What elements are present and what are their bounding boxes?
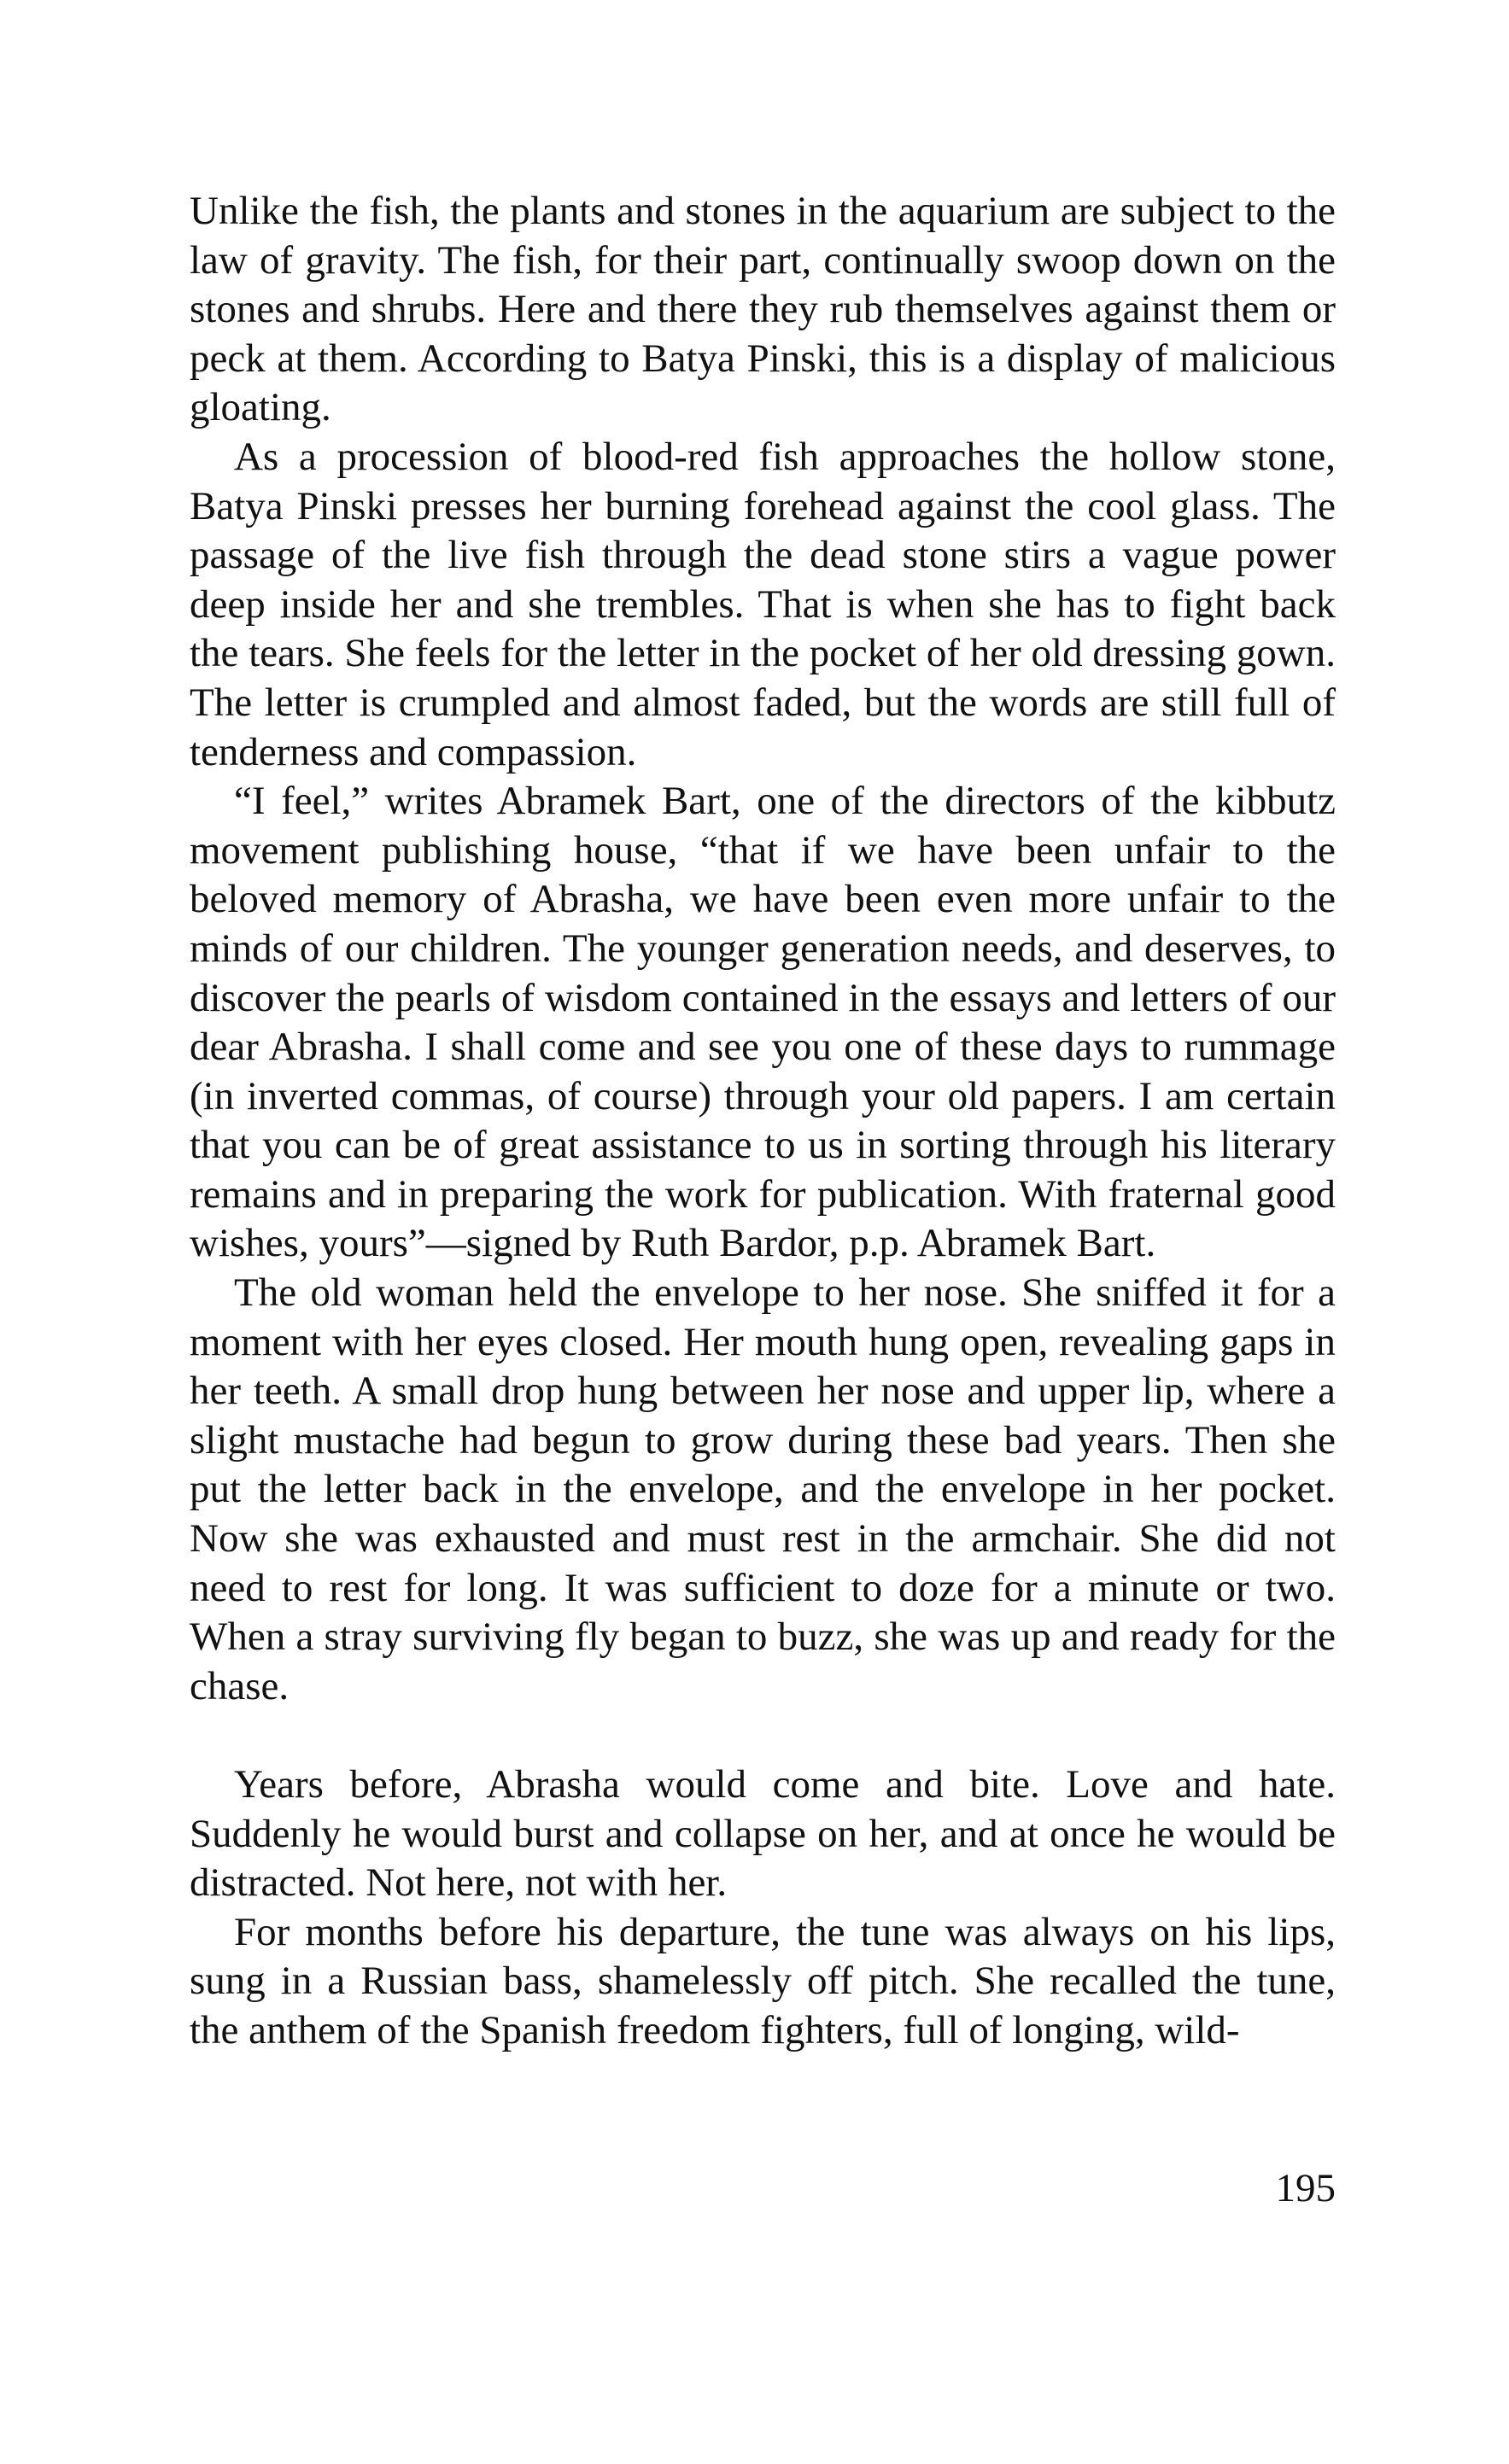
page-number: 195	[1275, 2166, 1336, 2210]
paragraph-years-before: Years before, Abrasha would come and bite. Love and hate. Suddenly he would burst and collapse on her, and at once he would be distracted. Not here, not with her.	[190, 1762, 1336, 1906]
section-break	[190, 1711, 1336, 1760]
body-text	[190, 187, 1336, 2056]
paragraph-letter: “I feel,” writes Abramek Bart, one of the directors of the kibbutz movement publishing house, “that if we have been unfair to the beloved memory of Abrasha, we have been even more unfair to the minds of our children. The younger generation needs, and deserves, to discover the pearls of wisdom contained in the essays and letters of our dear Abrasha. I shall come and see you one of these days to rummage (in inverted commas, of course) through your old papers. I am certain that you can be of great assistance to us in sorting through his literary remains and in preparing the work for publication. With fraternal good wishes, yours”—signed by Ruth Bardor, p.p. Abramek Bart.	[190, 779, 1336, 1266]
paragraph-old-woman: The old woman held the envelope to her nose. She sniffed it for a moment with her eyes closed. Her mouth hung open, revealing gaps in her teeth. A small drop hung between her nose and upper lip, where a slight mustache had begun to grow during these bad years. Then she put the letter back in the envelope, and the envelope in her pocket. Now she was exhausted and must rest in the armchair. She did not need to rest for long. It was sufficient to doze for a minute or two. When a stray surviving fly began to buzz, she was up and ready for the chase.	[190, 1270, 1336, 1708]
paragraph-departure: For months before his departure, the tune was always on his lips, sung in a Russian bass, shamelessly off pitch. She recalled the tune, the anthem of the Spanish freedom fighters, full of longing, wild-	[190, 1909, 1336, 2052]
paragraph-aquarium: Unlike the fish, the plants and stones in the aquarium are subject to the law of gravity. The fish, for their part, continually swoop down on the stones and shrubs. Here and there they rub themselves against them or peck at them. According to Batya Pinski, this is a display of malicious gloating.	[190, 189, 1336, 430]
paragraph-procession: As a procession of blood-red fish approaches the hollow stone, Batya Pinski presses her burning forehead against the cool glass. The passage of the live fish through the dead stone stirs a vague power deep inside her and she trembles. That is when she has to fight back the tears. She feels for the letter in the pocket of her old dressing gown. The letter is crumpled and almost faded, but the words are still full of tenderness and compassion.	[190, 434, 1336, 774]
